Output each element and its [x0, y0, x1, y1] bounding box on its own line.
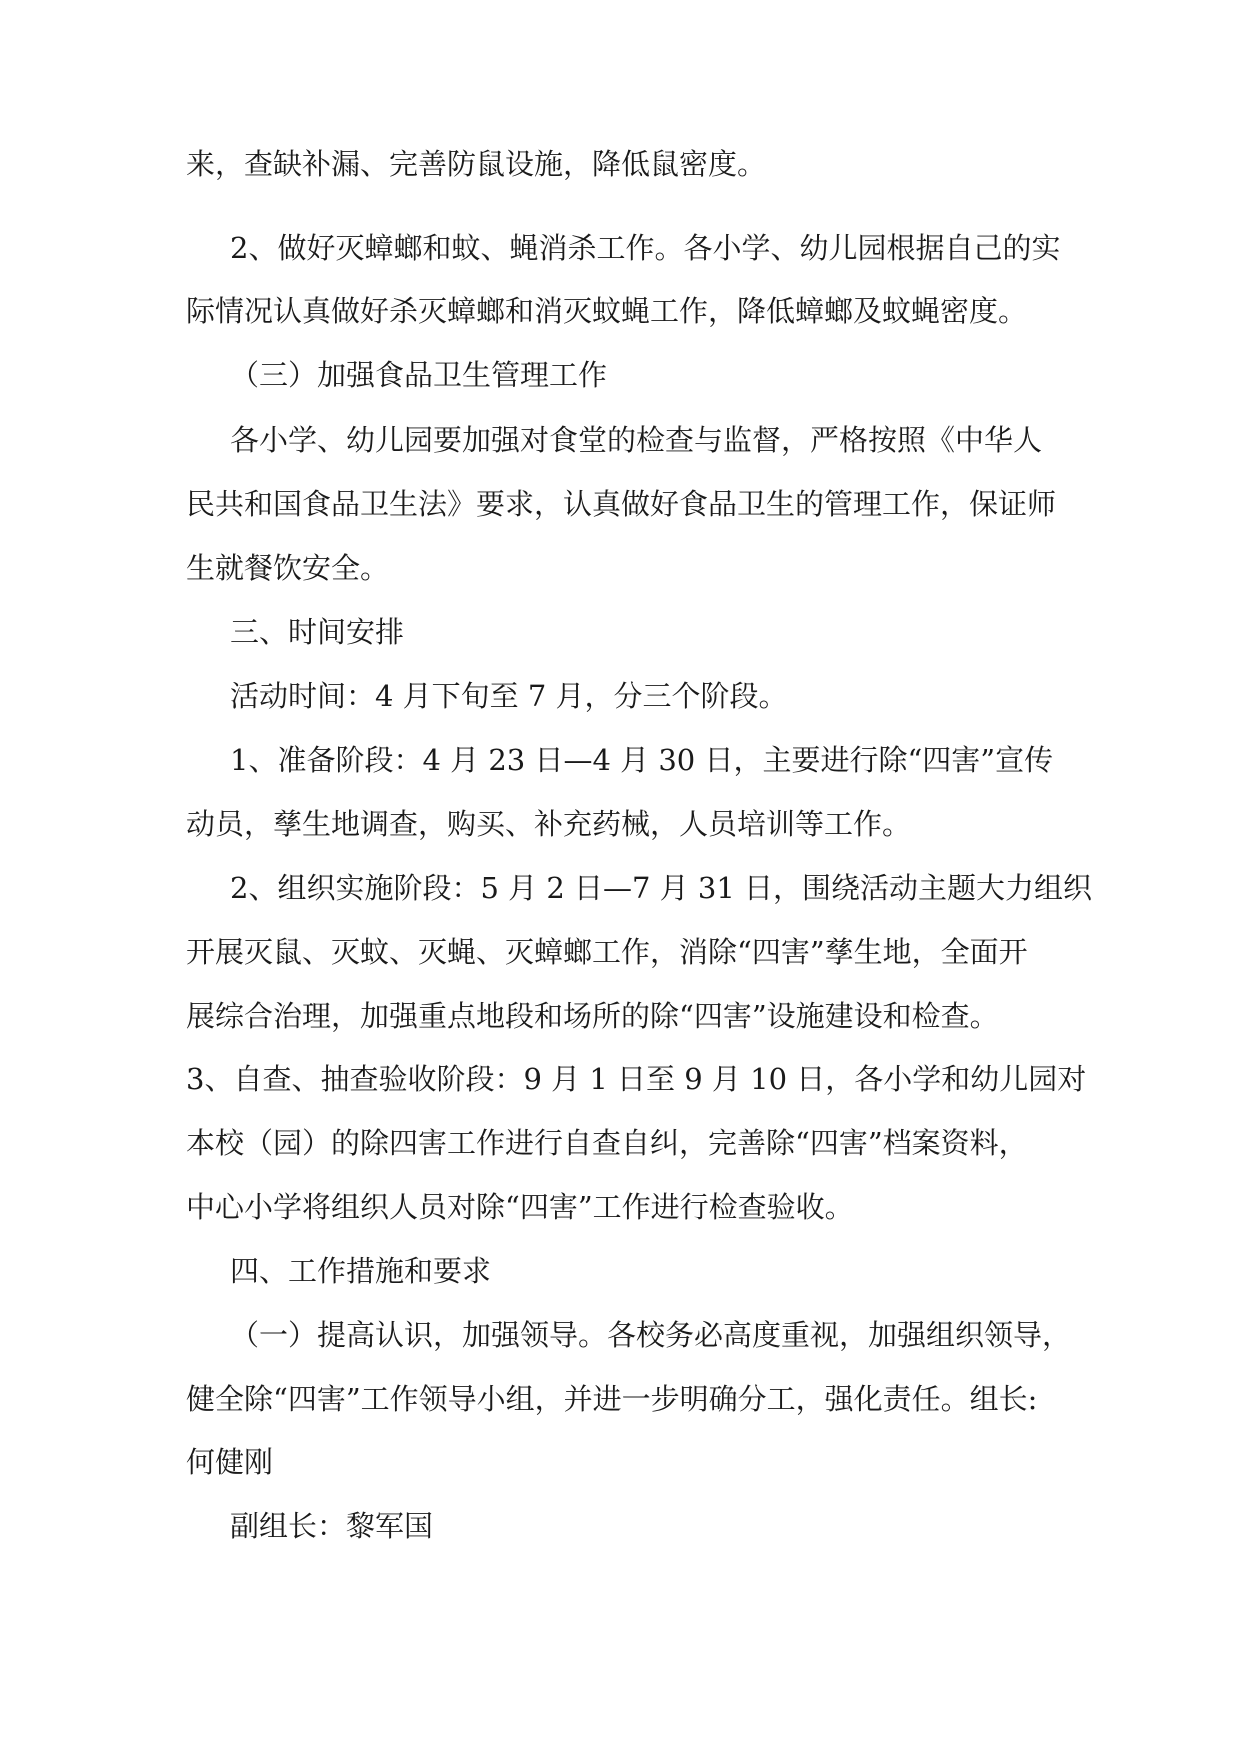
- text-line: 来，查缺补漏、完善防鼠设施，降低鼠密度。: [186, 147, 767, 181]
- text-line: 动员，孳生地调查，购买、补充药械，人员培训等工作。: [186, 807, 912, 841]
- text-line: 民共和国食品卫生法》要求，认真做好食品卫生的管理工作，保证师: [186, 487, 1057, 521]
- text-line: 本校（园）的除四害工作进行自查自纠，完善除“四害”档案资料，: [186, 1126, 1028, 1160]
- text-line: 各小学、幼儿园要加强对食堂的检查与监督，严格按照《中华人: [230, 423, 1043, 457]
- text-line: 展综合治理，加强重点地段和场所的除“四害”设施建设和检查。: [186, 999, 999, 1033]
- text-line: 副组长：黎军国: [230, 1509, 434, 1543]
- text-line: 际情况认真做好杀灭蟑螂和消灭蚊蝇工作，降低蟑螂及蚊蝇密度。: [186, 294, 1028, 328]
- text-line: 1、准备阶段：4 月 23 日—4 月 30 日，主要进行除“四害”宣传: [230, 743, 1054, 777]
- text-line: 2、做好灭蟑螂和蚊、蝇消杀工作。各小学、幼儿园根据自己的实: [230, 231, 1061, 265]
- text-line: （一）提高认识，加强领导。各校务必高度重视，加强组织领导，: [230, 1318, 1072, 1352]
- section-heading: （三）加强食品卫生管理工作: [230, 358, 608, 392]
- section-heading: 四、工作措施和要求: [230, 1254, 492, 1288]
- text-line: 活动时间：4 月下旬至 7 月，分三个阶段。: [230, 679, 788, 713]
- text-line: 开展灭鼠、灭蚊、灭蝇、灭蟑螂工作，消除“四害”孳生地，全面开: [186, 935, 1028, 969]
- text-line: 2、组织实施阶段：5 月 2 日—7 月 31 日，围绕活动主题大力组织: [230, 871, 1093, 905]
- text-line: 何健刚: [186, 1445, 274, 1479]
- text-line: 中心小学将组织人员对除“四害”工作进行检查验收。: [186, 1190, 854, 1224]
- text-line: 健全除“四害”工作领导小组，并进一步明确分工，强化责任。组长:: [186, 1382, 1038, 1416]
- text-line: 3、自查、抽查验收阶段：9 月 1 日至 9 月 10 日，各小学和幼儿园对: [186, 1062, 1087, 1096]
- section-heading: 三、时间安排: [230, 615, 405, 649]
- text-line: 生就餐饮安全。: [186, 551, 390, 585]
